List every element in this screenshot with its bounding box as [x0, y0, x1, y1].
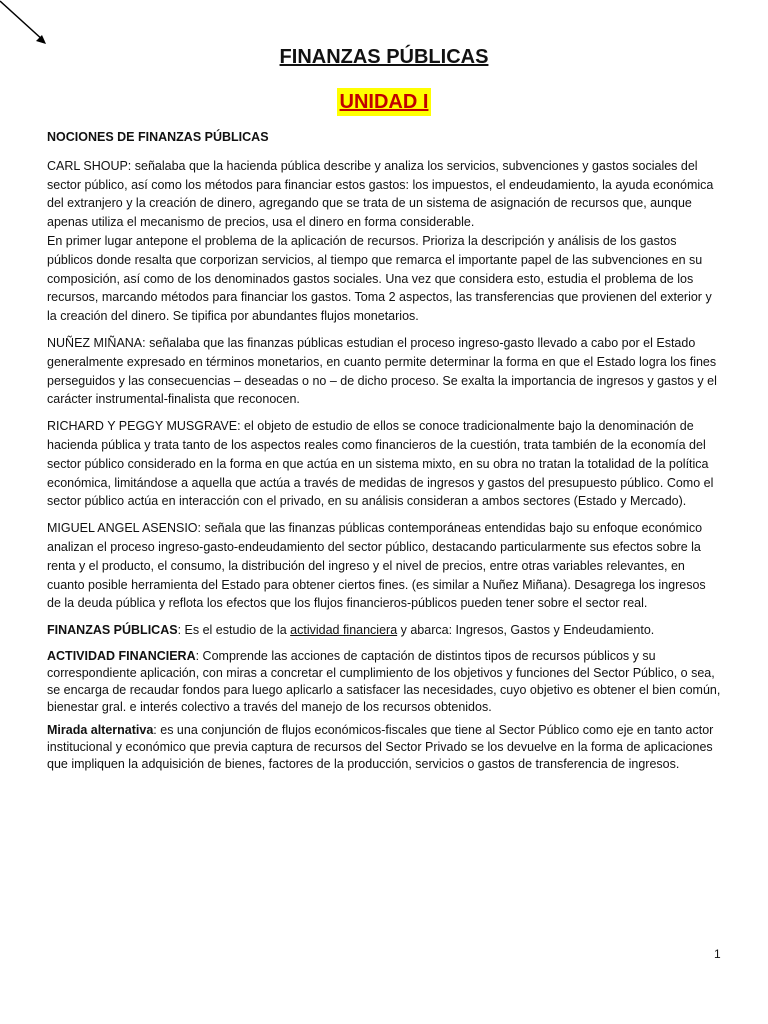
paragraph-asensio: MIGUEL ANGEL ASENSIO: señala que las finanzas públicas contemporáneas entendidas bajo su enfoque económico analizan el proceso ingreso-gasto-endeudamiento del sector público, destacando particularmente sus efectos sobre la renta y el producto, el consumo, la distribución del ingreso y el nivel de precios, entre otras variables relevantes, en cuanto posible herramienta del Estado para obtener ciertos fines. (es similar a Nuñez Miñana). Desagrega los ingresos de la deuda pública y reflota los efectos que los flujos financieros-públicos pueden tener sobre el sector real. [47, 521, 706, 611]
corner-arrow-mark [0, 0, 56, 52]
definition-actividad-financiera [47, 648, 723, 716]
document-body [47, 128, 723, 779]
page-number: 1 [714, 947, 721, 961]
section-heading: NOCIONES DE FINANZAS PÚBLICAS [47, 130, 269, 144]
paragraph-shoup-cont: En primer lugar antepone el problema de la aplicación de recursos. Prioriza la descripción y análisis de los gastos públicos donde resalta que corporizan servicios, al tiempo que remarca el importante papel de las subvenciones en su composición, así como de los denominados gastos sociales. Una vez que considera esto, estudia el problema de los recursos, marcando métodos para financiar los gastos. Toma 2 aspectos, las transferencias que provienen del exterior y la creación del dinero. Se tipifica por abundantes flujos monetarios. [47, 233, 712, 324]
definition-mirada-alternativa [47, 722, 723, 773]
paragraph-musgrave: RICHARD Y PEGGY MUSGRAVE: el objeto de estudio de ellos se conoce tradicionalmente bajo la denominación de hacienda pública y trata tanto de los aspectos reales como financieros de la cuestión, trata también de la economía del sector público considerado en la forma en que actúa en un sistema mixto, en su obra no tratan la totalidad de la política económica, limitándose a aquella que actúa a través de medidas de ingresos y gastos del presupuesto público. Como el sector público actúa en interacción con el privado, en su análisis consideran a ambos sectores (Estado y Mercado). [47, 419, 714, 509]
term-actividad-financiera: ACTIVIDAD FINANCIERA [47, 648, 196, 663]
unit-heading-wrapper [0, 88, 768, 116]
paragraph-nunez: NUÑEZ MIÑANA: señalaba que las finanzas públicas estudian el proceso ingreso-gasto llevado a cabo por el Estado generalmente expresado en términos monetarios, en cuanto permite determinar la forma en que el Estado logra los fines perseguidos y las consecuencias – deseadas o no – de dicho proceso. Se exalta la importancia de ingresos y gastos y el carácter instrumental-finalista que reconocen. [47, 335, 717, 407]
definition-text-before: : Es el estudio de la [177, 623, 291, 638]
definition-mirada-text: : es una conjunción de flujos económicos-fiscales que tiene al Sector Público como eje en tanto actor institucional y económico que previa captura de recursos del Sector Privado se los devuelve en la forma de aplicaciones que impliquen la adquisición de bienes, factores de la producción, servicios o gastos de transferencia de ingresos. [47, 722, 714, 771]
actividad-financiera-link[interactable]: actividad financiera [290, 623, 398, 638]
term-mirada-alternativa: Mirada alternativa [47, 722, 154, 737]
definition-actividad-text: : Comprende las acciones de captación de distintos tipos de recursos públicos y su correspondiente aplicación, con miras a concretar el cumplimiento de los objetivos y funciones del Sector Público, o sea, se encarga de recaudar fondos para luego aplicarlo a satisfacer las necesidades, cuyo objetivo es obtener el bien común, bienestar gral. e interés colectivo a través del manejo de los recursos obtenidos. [47, 648, 721, 714]
paragraph-shoup: CARL SHOUP: señalaba que la hacienda pública describe y analiza los servicios, subvenciones y gastos sociales del sector público, así como los métodos para financiar estos gastos: los impuestos, el endeudamiento, la ayuda económica del extranjero y la creación de dinero, agregando que se trata de un sistema de asignación de recursos que, aunque apenas utiliza el mecanismo de precios, usa el dinero en forma considerable. [47, 158, 714, 230]
definition-text-after: y abarca: Ingresos, Gastos y Endeudamiento. [397, 623, 655, 638]
term-finanzas-publicas: FINANZAS PÚBLICAS [47, 623, 178, 638]
document-title: FINANZAS PÚBLICAS [279, 46, 489, 68]
definition-finanzas-publicas [47, 621, 723, 640]
unit-heading: UNIDAD I [337, 88, 432, 116]
